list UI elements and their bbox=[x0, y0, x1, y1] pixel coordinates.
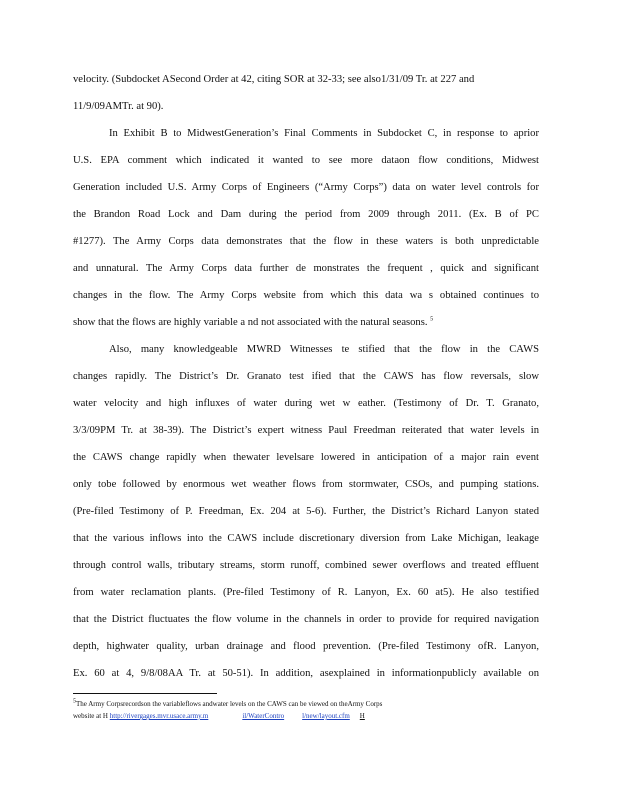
body-line-text: show that the flows are highly variable a nd not associated with the natural seasons. bbox=[73, 317, 428, 328]
footnote-text: website at H bbox=[73, 712, 110, 720]
body-line: that the District fluctuates the flow volume in the channels in order to provide for required navigation bbox=[73, 614, 539, 625]
body-line: depth, highwater quality, urban drainage and flood prevention. (Pre-filed Testimony ofR. Lanyon, bbox=[73, 641, 539, 652]
body-line: changes rapidly. The District’s Dr. Granato test ified that the CAWS has flow reversals, slow bbox=[73, 371, 539, 382]
body-line: Also, many knowledgeable MWRD Witnesses te stified that the flow in the CAWS bbox=[109, 344, 539, 355]
body-line: changes in the flow. The Army Corps website from which this data wa s obtained continues to bbox=[73, 290, 539, 301]
footnote-link[interactable]: l/new/layout.cfm bbox=[302, 712, 350, 720]
footnote-link[interactable]: il/WaterContro bbox=[242, 712, 285, 720]
body-line: velocity. (Subdocket ASecond Order at 42, citing SOR at 32-33; see also1/31/09 Tr. at 227 and bbox=[73, 74, 475, 85]
footnote-link[interactable]: http://rivergages.mvr.usace.army.m bbox=[109, 712, 209, 720]
footnote-line bbox=[73, 712, 539, 721]
body-line: and unnatural. The Army Corps data further de monstrates the frequent , quick and significant bbox=[73, 263, 539, 274]
footnote-text: H bbox=[359, 712, 365, 720]
footnote-number: 5 bbox=[73, 698, 76, 705]
body-line: that the various inflows into the CAWS include discretionary diversion from Lake Michigan, leakage bbox=[73, 533, 539, 544]
body-line: 11/9/09AMTr. at 90). bbox=[73, 101, 164, 112]
body-line: (Pre-filed Testimony of P. Freedman, Ex. 204 at 5-6). Further, the District’s Richard Lanyon stated bbox=[73, 506, 539, 517]
body-line: only tobe followed by enormous wet weather flows from stormwater, CSOs, and pumping stations. bbox=[73, 479, 539, 490]
body-line: #1277). The Army Corps data demonstrates that the flow in these waters is both unpredictable bbox=[73, 236, 539, 247]
body-line: In Exhibit B to MidwestGeneration’s Final Comments in Subdocket C, in response to aprior bbox=[109, 128, 539, 139]
footnote-reference[interactable]: 5 bbox=[430, 316, 434, 323]
body-line: 3/3/09PM Tr. at 38-39). The District’s expert witness Paul Freedman reiterated that water levels in bbox=[73, 425, 539, 436]
body-line: U.S. EPA comment which indicated it wanted to see more dataon flow conditions, Midwest bbox=[73, 155, 539, 166]
body-line: water velocity and high influxes of water during wet w eather. (Testimony of Dr. T. Granato, bbox=[73, 398, 539, 409]
footnote-text: The Army Corpsrecordson the variableflows andwater levels on the CAWS can be viewed on theArmy Corps bbox=[76, 700, 383, 708]
body-line: from water reclamation plants. (Pre-filed Testimony of R. Lanyon, Ex. 60 at5). He also testified bbox=[73, 587, 539, 598]
footnote-line bbox=[73, 700, 539, 709]
footnote-separator bbox=[73, 693, 217, 694]
body-line: Generation included U.S. Army Corps of Engineers (“Army Corps”) data on water level controls for bbox=[73, 182, 539, 193]
body-line bbox=[73, 316, 539, 329]
body-line: the Brandon Road Lock and Dam during the period from 2009 through 2011. (Ex. B of PC bbox=[73, 209, 539, 220]
body-line: through control walls, tributary streams, storm runoff, combined sewer overflows and treated effluent bbox=[73, 560, 539, 571]
body-line: the CAWS change rapidly when thewater levelsare lowered in anticipation of a major rain event bbox=[73, 452, 539, 463]
body-line: Ex. 60 at 4, 9/8/08AA Tr. at 50-51). In addition, asexplained in informationpublicly available on bbox=[73, 668, 539, 679]
